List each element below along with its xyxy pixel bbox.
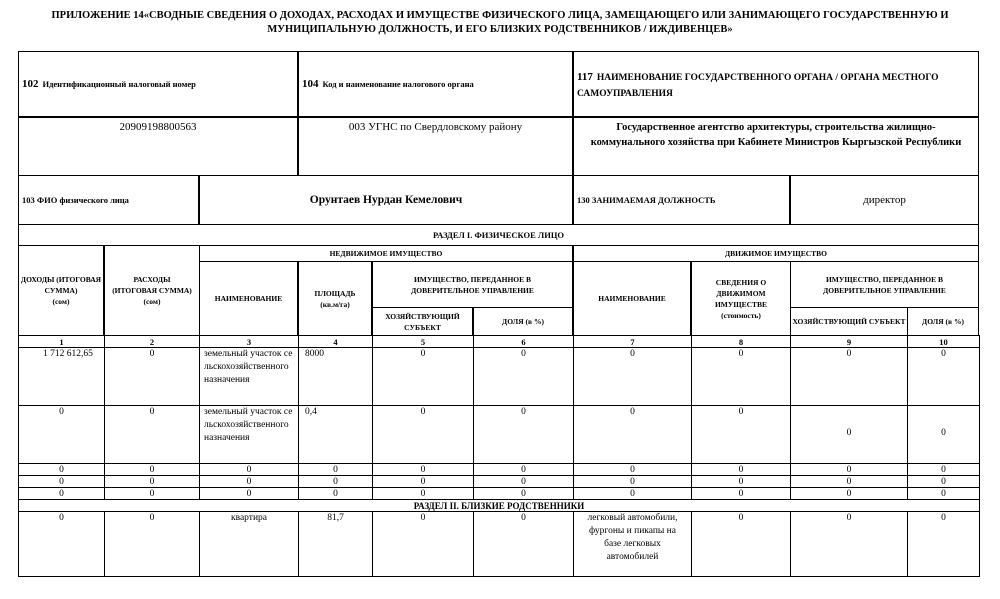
row-6-col-7 — [573, 511, 692, 577]
tax-organ-value: 003 УГНС по Свердловскому району — [348, 121, 523, 133]
cell-text: 0 — [149, 477, 155, 487]
cell-text: 3 — [246, 336, 252, 347]
col-movable-info-header: СВЕДЕНИЯ О ДВИЖИМОМ ИМУЩЕСТВЕ (стоимость) — [691, 261, 791, 336]
cell-text: 1 712 612,65 — [43, 349, 93, 359]
cell-text: 0 — [846, 477, 852, 487]
cell-text: 0 — [846, 349, 852, 359]
cell-text: 6 — [521, 336, 526, 347]
cell-text: 10 — [939, 336, 948, 347]
cell-text: 0 — [59, 477, 64, 487]
cell-text: 0 — [941, 477, 946, 487]
cell-text: 0 — [149, 349, 155, 359]
realty-group-header: НЕДВИЖИМОЕ ИМУЩЕСТВО — [199, 245, 573, 262]
row-2-col-7 — [573, 405, 692, 464]
cell-text: 0 — [246, 477, 252, 487]
cell-text: 0 — [149, 513, 155, 523]
cell-text: 0 — [738, 513, 744, 523]
inn-cell — [18, 117, 298, 176]
cell-text: 0 — [333, 465, 338, 475]
row-2-col-4 — [298, 405, 373, 464]
cell-text: земельный участок сельскохозяйственного назначения — [204, 349, 293, 385]
col-share2-header: ДОЛЯ (в %) — [907, 307, 979, 336]
cell-text: 0 — [941, 513, 946, 523]
row-1-col-10 — [907, 347, 980, 406]
row-2-col-6 — [473, 405, 574, 464]
row-1-col-7 — [573, 347, 692, 406]
cell-text: 81,7 — [327, 513, 344, 523]
cell-text: 0 — [630, 407, 635, 417]
col-area-header: ПЛОЩАДЬ (кв.м/га) — [298, 261, 372, 336]
tax-organ-cell — [298, 117, 573, 176]
row-2-col-1 — [18, 405, 105, 464]
fio-value: Орунтаев Нурдан Кемелович — [309, 194, 463, 206]
row-2-col-5 — [372, 405, 474, 464]
cell-text: 0 — [59, 465, 64, 475]
gov-organ-value: Государственное агентство архитектуры, строительства жилищно-коммунального хозяйства при Кабинете Министров Кыргызской Республики — [590, 122, 962, 148]
row-1-col-6 — [473, 347, 574, 406]
cell-text: 0 — [420, 407, 426, 417]
cell-text: 0 — [246, 465, 252, 475]
movable-group-header: ДВИЖИМОЕ ИМУЩЕСТВО — [573, 245, 979, 262]
cell-text: 0 — [246, 489, 252, 499]
row-6-col-3 — [199, 511, 299, 577]
field-102-header — [18, 51, 298, 117]
row-1-col-8 — [691, 347, 791, 406]
field-104-label: Код и наименование налогового органа — [322, 79, 474, 89]
field-102-label: Идентификационный налоговый номер — [42, 79, 196, 89]
field-104-code: 104 — [302, 78, 319, 90]
cell-text: 0 — [521, 465, 526, 475]
row-1-col-5 — [372, 347, 474, 406]
col-trust2-header: ИМУЩЕСТВО, ПЕРЕДАННОЕ В ДОВЕРИТЕЛЬНОЕ УПРАВЛЕНИЕ — [790, 261, 979, 308]
cell-text: 0 — [630, 349, 635, 359]
cell-text: 0 — [846, 465, 852, 475]
cell-text: 4 — [333, 336, 338, 347]
declaration-table — [19, 52, 979, 577]
row-6-col-6 — [473, 511, 574, 577]
row-6-col-4 — [298, 511, 373, 577]
cell-text: 0 — [420, 489, 426, 499]
cell-text: 0 — [630, 465, 635, 475]
row-1-col-1 — [18, 347, 105, 406]
fio-cell — [199, 175, 573, 225]
field-104-header — [298, 51, 573, 117]
cell-text: 0 — [941, 465, 946, 475]
field-117-code: 117 — [577, 71, 593, 83]
cell-text: 2 — [149, 336, 155, 347]
row-2-col-9 — [790, 405, 908, 464]
cell-text: 0 — [630, 477, 635, 487]
cell-text: земельный участок сельскохозяйственного назначения — [204, 407, 293, 443]
field-130-label-cell — [573, 175, 790, 225]
row-6-col-2 — [104, 511, 200, 577]
row-6-col-1 — [18, 511, 105, 577]
cell-text: 0 — [738, 407, 744, 417]
col-movable-name-header: НАИМЕНОВАНИЕ — [573, 261, 691, 336]
row-6-col-9 — [790, 511, 908, 577]
cell-text: 0 — [333, 477, 338, 487]
row-1-col-2 — [104, 347, 200, 406]
cell-text: легковый автомобили, фургоны и пикапы на базе легковых автомобилей — [587, 513, 678, 562]
cell-text: 0 — [941, 428, 946, 438]
cell-text: 0 — [630, 489, 635, 499]
cell-text: 1 — [59, 336, 64, 347]
cell-text: 8000 — [305, 349, 324, 359]
cell-text: 0 — [846, 428, 852, 438]
cell-text: 0 — [420, 465, 426, 475]
row-1-col-9 — [790, 347, 908, 406]
cell-text: 7 — [630, 336, 635, 347]
field-102-code: 102 — [22, 78, 39, 90]
position-value: директор — [863, 194, 906, 206]
cell-text: 0 — [333, 489, 338, 499]
cell-text: 0 — [738, 465, 744, 475]
cell-text: 0 — [738, 477, 744, 487]
field-103-label: 103 ФИО физического лица — [22, 195, 129, 205]
col-share-header: ДОЛЯ (в %) — [473, 307, 573, 336]
field-117-label: НАИМЕНОВАНИЕ ГОСУДАРСТВЕННОГО ОРГАНА / ОРГАНА МЕСТНОГО САМОУПРАВЛЕНИЯ — [577, 73, 939, 99]
cell-text: 5 — [420, 336, 426, 347]
cell-text: 0 — [420, 513, 426, 523]
cell-text: 0,4 — [305, 407, 317, 417]
cell-text: 0 — [149, 489, 155, 499]
cell-text: 8 — [738, 336, 744, 347]
row-2-col-3 — [199, 405, 299, 464]
cell-text: 0 — [521, 407, 526, 417]
row-2-col-10 — [907, 405, 980, 464]
cell-text: 0 — [941, 489, 946, 499]
cell-text: 0 — [59, 489, 64, 499]
cell-text: 0 — [846, 513, 852, 523]
cell-text: 0 — [149, 407, 155, 417]
cell-text: 0 — [59, 407, 64, 417]
row-1-col-3 — [199, 347, 299, 406]
col-subject-header: ХОЗЯЙСТВУЮЩИЙ СУБЪЕКТ — [372, 307, 473, 336]
section-1-title: РАЗДЕЛ I. ФИЗИЧЕСКОЕ ЛИЦО — [18, 224, 979, 246]
cell-text: 0 — [521, 477, 526, 487]
cell-text: 0 — [846, 489, 852, 499]
col-income-header: ДОХОДЫ (ИТОГОВАЯ СУММА) (сом) — [18, 245, 104, 336]
inn-value: 20909198800563 — [119, 121, 197, 133]
cell-text: 0 — [149, 465, 155, 475]
row-6-col-5 — [372, 511, 474, 577]
col-subject2-header: ХОЗЯЙСТВУЮЩИЙ СУБЪЕКТ — [790, 307, 908, 336]
cell-text: РАЗДЕЛ II. БЛИЗКИЕ РОДСТВЕННИКИ — [413, 500, 585, 511]
document-title: ПРИЛОЖЕНИЕ 14«СВОДНЫЕ СВЕДЕНИЯ О ДОХОДАХ, РАСХОДАХ И ИМУЩЕСТВЕ ФИЗИЧЕСКОГО ЛИЦА, ЗАМЕЩАЮЩЕГО ИЛИ ЗАНИМАЮЩЕГО ГОСУДАРСТВЕННУЮ И МУНИЦИПАЛЬНУЮ ДОЛЖНОСТЬ, И ЕГО БЛИЗКИХ РОДСТВЕННИКОВ / ИЖДИВЕНЦЕВ» — [51, 10, 949, 35]
gov-organ-cell — [573, 117, 979, 176]
field-130-label: 130 ЗАНИМАЕМАЯ ДОЛЖНОСТЬ — [577, 195, 716, 205]
field-117-header — [573, 51, 979, 117]
col-name-header: НАИМЕНОВАНИЕ — [199, 261, 298, 336]
cell-text: 0 — [521, 349, 526, 359]
cell-text: 0 — [738, 489, 744, 499]
cell-text: 0 — [420, 349, 426, 359]
position-cell — [790, 175, 979, 225]
col-expenses-header: РАСХОДЫ (ИТОГОВАЯ СУММА) (сом) — [104, 245, 200, 336]
row-1-col-4 — [298, 347, 373, 406]
cell-text: 0 — [738, 349, 744, 359]
cell-text: квартира — [230, 513, 268, 523]
cell-text: 9 — [846, 336, 852, 347]
row-6-col-10 — [907, 511, 980, 577]
field-103-label-cell — [18, 175, 199, 225]
row-2-col-2 — [104, 405, 200, 464]
cell-text: 0 — [521, 513, 526, 523]
row-2-col-8 — [691, 405, 791, 464]
col-trust-header: ИМУЩЕСТВО, ПЕРЕДАННОЕ В ДОВЕРИТЕЛЬНОЕ УПРАВЛЕНИЕ — [372, 261, 573, 308]
cell-text: 0 — [941, 349, 946, 359]
cell-text: 0 — [521, 489, 526, 499]
cell-text: 0 — [59, 513, 64, 523]
row-6-col-8 — [691, 511, 791, 577]
cell-text: 0 — [420, 477, 426, 487]
